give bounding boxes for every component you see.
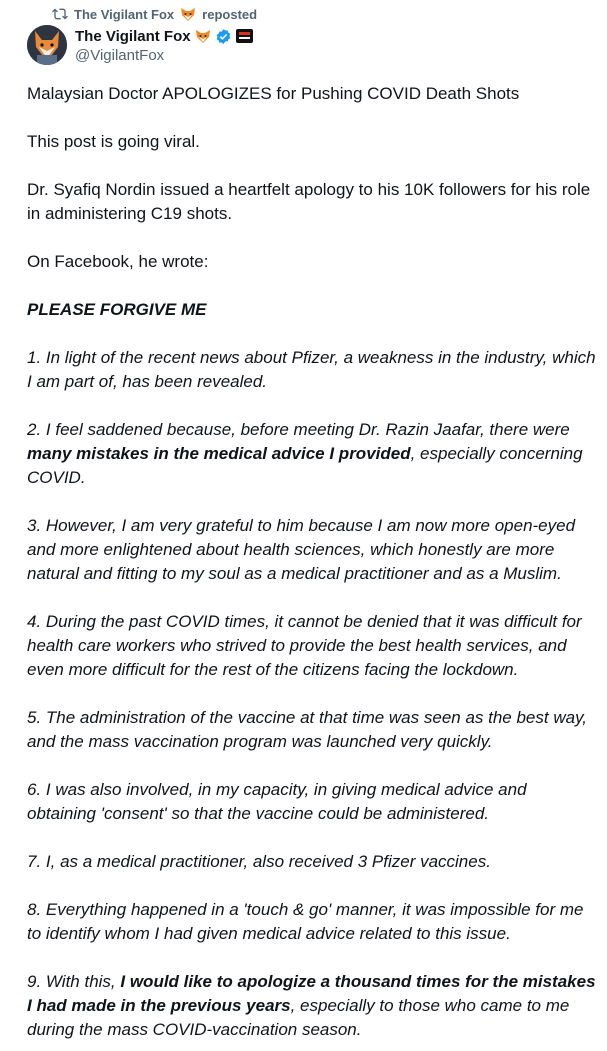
post-paragraph: Dr. Syafiq Nordin issued a heartfelt apology to his 10K followers for his role in administering C19 shots. [27,180,591,223]
quote-item: 7. I, as a medical practitioner, also received 3 Pfizer vaccines. [27,852,491,871]
quote-item: 4. During the past COVID times, it cannot be denied that it was difficult for health care workers who strived to provide the best health services, and even more difficult for the rest of the citizens facing the lockdown. [27,612,582,679]
repost-icon [52,6,68,22]
affiliate-badge-icon[interactable] [236,29,253,43]
author-handle[interactable]: @VigilantFox [75,47,165,64]
post-paragraph: This post is going viral. [27,132,200,151]
avatar[interactable] [27,25,67,65]
quote-item: 2. I feel saddened because, before meeting Dr. Razin Jaafar, there were many mistakes in the medical advice I provided, especially concerning COVID. [27,420,583,487]
quote-item: 3. However, I am very grateful to him because I am now more open-eyed and more enlightened about health sciences, which honestly are more natural and fitting to my soul as a medical practitioner and as a Muslim. [27,516,576,583]
quote-item: 9. With this, I would like to apologize a thousand times for the mistakes I had made in the previous years, especially to those who came to me during the mass COVID-vaccination season. [27,972,596,1039]
author-header [75,26,253,64]
verified-badge-icon[interactable] [215,28,232,45]
quote-item: 8. Everything happened in a 'touch & go' manner, it was impossible for me to identify whom I had given medical advice related to this issue. [27,900,584,943]
repost-user[interactable]: The Vigilant Fox [74,6,175,22]
fox-emoji-icon [180,6,196,22]
author-name[interactable]: The Vigilant Fox [75,27,191,45]
repost-indicator[interactable] [52,5,257,23]
repost-suffix: reposted [202,6,258,22]
quote-item: 1. In light of the recent news about Pfizer, a weakness in the industry, which I am part of, has been revealed. [27,348,596,391]
quote-item: 6. I was also involved, in my capacity, in giving medical advice and obtaining 'consent' so that the vaccine could be administered. [27,780,527,823]
fox-emoji-icon [195,28,211,44]
quote-title: PLEASE FORGIVE ME [27,300,207,319]
post-text [27,82,597,1042]
post-paragraph: On Facebook, he wrote: [27,252,209,271]
quote-item: 5. The administration of the vaccine at that time was seen as the best way, and the mass vaccination program was launched very quickly. [27,708,588,751]
post-headline: Malaysian Doctor APOLOGIZES for Pushing COVID Death Shots [27,84,520,103]
